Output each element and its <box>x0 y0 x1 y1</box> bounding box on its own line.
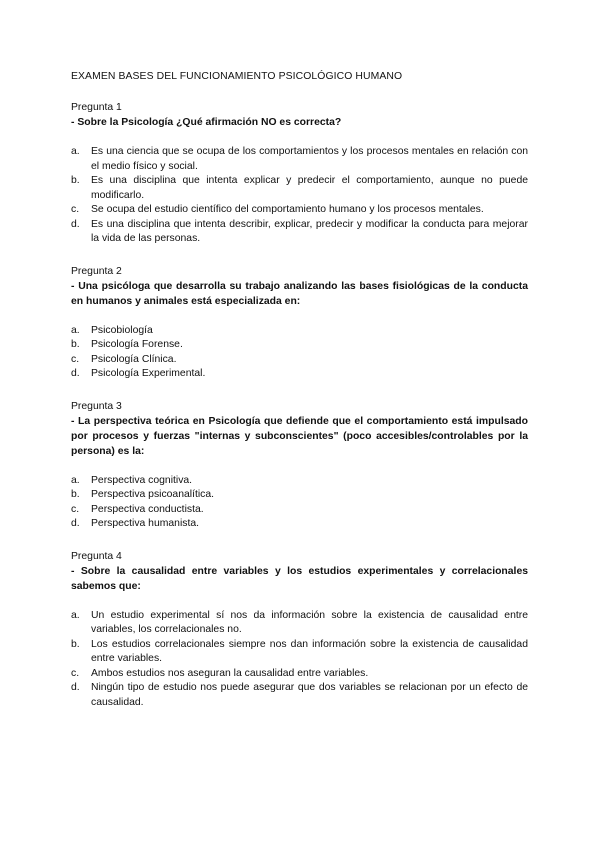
question-label: Pregunta 2 <box>71 265 122 277</box>
option-letter: b. <box>71 175 80 186</box>
option-a <box>71 609 528 638</box>
option-text: Es una ciencia que se ocupa de los comportamientos y los procesos mentales en relación con el medio físico y social. <box>91 146 528 172</box>
exam-title: EXAMEN BASES DEL FUNCIONAMIENTO PSICOLÓGICO HUMANO <box>71 71 403 82</box>
question-text: - Una psicóloga que desarrolla su trabajo analizando las bases fisiológicas de la conducta en humanos y animales está especializada en: <box>71 280 528 307</box>
option-c <box>71 203 528 218</box>
option-c <box>71 667 528 682</box>
option-text: Es una disciplina que intenta explicar y predecir el comportamiento, aunque no puede modificarlo. <box>91 175 528 201</box>
option-text: Perspectiva humanista. <box>91 518 200 529</box>
option-text: Psicología Clínica. <box>91 353 177 365</box>
option-c <box>71 503 528 518</box>
option-letter: b. <box>71 489 80 500</box>
option-text: Ambos estudios nos aseguran la causalidad entre variables. <box>91 667 369 679</box>
option-b <box>71 338 528 353</box>
option-text: Psicología Experimental. <box>91 368 206 379</box>
option-letter: d. <box>71 518 80 529</box>
option-text: Psicología Forense. <box>91 339 183 350</box>
option-text: Perspectiva conductista. <box>91 503 204 515</box>
question-text: - Sobre la causalidad entre variables y los estudios experimentales y correlacionales sabemos que: <box>71 565 528 592</box>
option-list <box>71 474 528 532</box>
option-b <box>71 488 528 503</box>
option-letter: c. <box>71 667 80 679</box>
option-text: Psicobiología <box>91 324 153 336</box>
question-label: Pregunta 1 <box>71 102 122 113</box>
question-label: Pregunta 4 <box>71 550 122 562</box>
option-list <box>71 145 528 247</box>
option-letter: c. <box>71 503 80 515</box>
option-letter: d. <box>71 368 80 379</box>
question-2 <box>71 265 528 382</box>
option-letter: a. <box>71 146 80 157</box>
document-page <box>71 70 528 728</box>
option-letter: c. <box>71 353 80 365</box>
option-d <box>71 367 528 382</box>
question-1 <box>71 101 528 247</box>
option-text: Se ocupa del estudio científico del comportamiento humano y los procesos mentales. <box>91 204 484 215</box>
option-text: Los estudios correlacionales siempre nos dan información sobre la existencia de causalidad entre variables. <box>91 638 528 664</box>
option-b <box>71 638 528 667</box>
option-letter: d. <box>71 218 80 230</box>
option-d <box>71 218 528 247</box>
option-letter: a. <box>71 474 80 486</box>
question-text: - Sobre la Psicología ¿Qué afirmación NO es correcta? <box>71 117 342 128</box>
option-b <box>71 174 528 203</box>
option-d <box>71 681 528 710</box>
option-a <box>71 324 528 339</box>
question-3 <box>71 400 528 532</box>
option-text: Perspectiva psicoanalítica. <box>91 489 215 500</box>
option-letter: c. <box>71 204 80 215</box>
option-letter: a. <box>71 324 80 336</box>
option-d <box>71 517 528 532</box>
option-text: Ningún tipo de estudio nos puede asegurar que dos variables se relacionan por un efecto de causalidad. <box>91 682 528 708</box>
question-4 <box>71 550 528 711</box>
option-letter: b. <box>71 339 80 350</box>
option-c <box>71 353 528 368</box>
option-letter: a. <box>71 609 80 621</box>
option-letter: d. <box>71 682 80 693</box>
question-label: Pregunta 3 <box>71 400 122 412</box>
question-text: - La perspectiva teórica en Psicología que defiende que el comportamiento está impulsado por procesos y fuerzas "internas y subconscientes" (poco accesibles/controlables por la persona) es la: <box>71 415 528 457</box>
option-text: Un estudio experimental sí nos da información sobre la existencia de causalidad entre variables, los correlacionales no. <box>91 609 528 635</box>
option-a <box>71 474 528 489</box>
option-list <box>71 609 528 711</box>
option-list <box>71 324 528 382</box>
option-a <box>71 145 528 174</box>
option-letter: b. <box>71 638 80 650</box>
option-text: Es una disciplina que intenta describir, explicar, predecir y modificar la conducta para mejorar la vida de las personas. <box>91 218 528 244</box>
option-text: Perspectiva cognitiva. <box>91 474 193 486</box>
